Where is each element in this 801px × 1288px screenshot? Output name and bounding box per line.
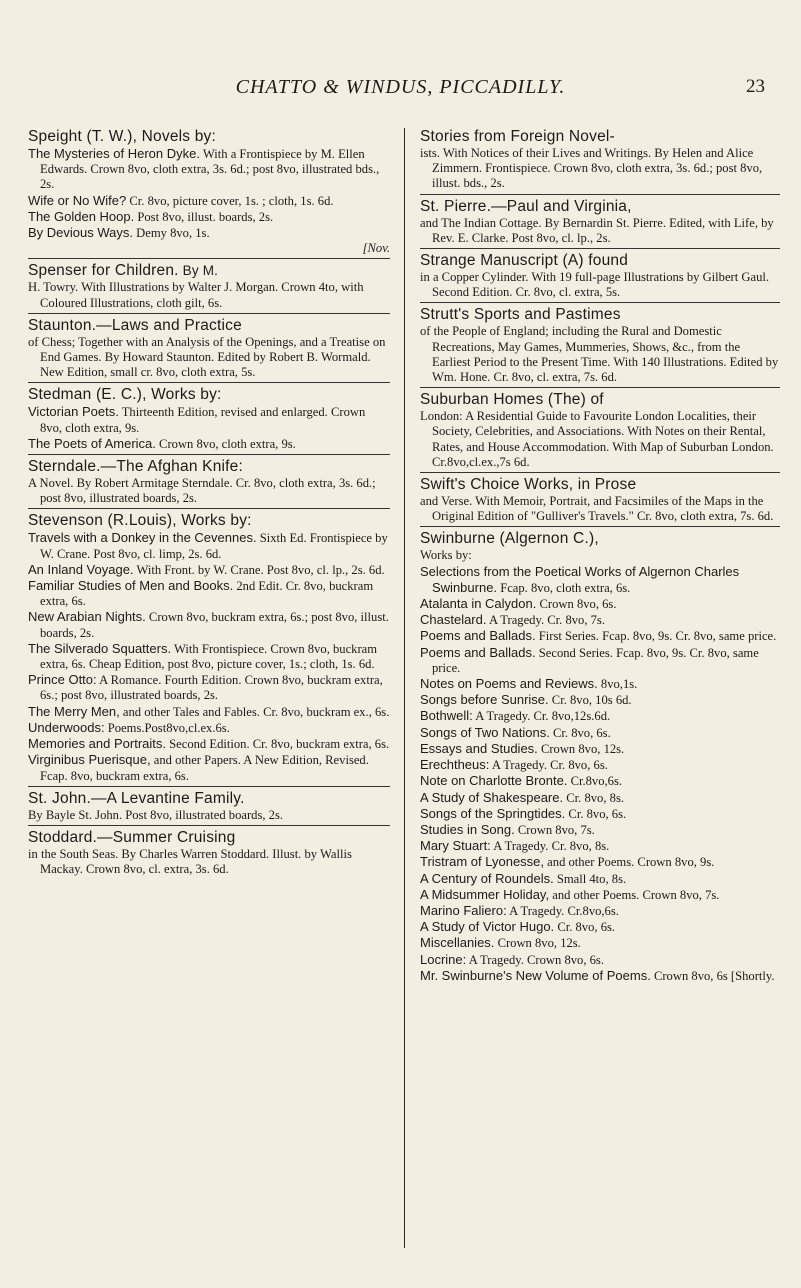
work-title: Mary Stuart: xyxy=(420,838,491,854)
work-details: A Tragedy. Cr.8vo,6s. xyxy=(506,903,619,918)
work-details: A Tragedy. Cr. 8vo, 7s. xyxy=(486,613,605,628)
entry-heading xyxy=(420,476,780,494)
work-details: and other Tales and Fables. Cr. 8vo, buckram ex., 6s. xyxy=(119,704,390,719)
work-item xyxy=(28,530,390,561)
work-details: Cr. 8vo, 10s 6d. xyxy=(548,693,632,708)
catalogue-entry xyxy=(420,252,780,303)
entry-heading xyxy=(28,317,390,335)
work-details: A Tragedy. Cr. 8vo, 8s. xyxy=(490,839,610,854)
catalogue-entry xyxy=(28,262,390,313)
work-title: Erechtheus: xyxy=(420,757,490,773)
catalogue-entry xyxy=(420,306,780,388)
right-column xyxy=(420,128,780,989)
entry-description: H. Towry. With Illustrations by Walter J. Morgan. Crown 4to, with Coloured Illustrations, cloth gilt, 6s. xyxy=(28,280,364,310)
work-item xyxy=(28,720,390,736)
work-item xyxy=(420,806,780,822)
work-title: Note on Charlotte Bronte. xyxy=(420,773,568,789)
work-title: Poems and Ballads. xyxy=(420,628,536,644)
entry-description: London: A Residential Guide to Favourite London Localities, their Society, Celebrities, and Associations. With Notes on their Rental, Rates, and House Accommodation. With Map of Suburban London. Cr.8vo,cl.ex.,7s 6d. xyxy=(420,409,774,469)
work-details: Crown 8vo, cloth extra, 9s. xyxy=(155,436,296,451)
entry-heading-text: Staunton.—Laws and Practice xyxy=(28,316,242,334)
entry-heading xyxy=(28,512,390,530)
work-title: By Devious Ways. xyxy=(28,225,133,241)
work-item xyxy=(28,578,390,609)
work-item xyxy=(420,596,780,612)
catalogue-entry xyxy=(420,128,780,195)
entry-description: ists. With Notices of their Lives and Writings. By Helen and Alice Zimmern. Frontispiece. Crown 8vo, cloth extra, 3s. 6d.; post 8vo, illust. bds., 2s. xyxy=(420,146,763,191)
work-details: Crown 8vo, 7s. xyxy=(514,822,595,837)
work-title: Chastelard. xyxy=(420,612,487,628)
work-details: Poems.Post8vo,cl.ex.6s. xyxy=(104,720,230,735)
work-title: Underwoods: xyxy=(28,719,105,735)
work-details: Crown 8vo, 12s. xyxy=(537,741,625,756)
entry-heading-text: Strutt's Sports and Pastimes xyxy=(420,306,621,324)
page-header xyxy=(0,76,801,116)
entry-description: in the South Seas. By Charles Warren Stoddard. Illust. by Wallis Mackay. Crown 8vo, cl. extra, 3s. 6d. xyxy=(28,846,352,877)
entry-heading xyxy=(420,198,780,216)
work-details: Crown 8vo, buckram extra, 6s.; post 8vo, illust. boards, 2s. xyxy=(40,610,389,640)
work-details: Demy 8vo, 1s. xyxy=(133,226,210,241)
work-details: Cr. 8vo, 6s. xyxy=(549,725,611,740)
entry-heading-text: Spenser for Children. xyxy=(28,262,179,280)
work-item xyxy=(28,404,390,435)
work-details: A Tragedy. Cr. 8vo,12s.6d. xyxy=(472,709,611,724)
work-item xyxy=(28,609,390,640)
entry-heading-text: Swinburne (Algernon C.), xyxy=(420,530,599,548)
work-title: Tristram of Lyonesse, xyxy=(420,854,545,870)
work-item xyxy=(420,773,780,789)
work-title: Miscellanies. xyxy=(420,935,495,951)
entry-heading xyxy=(420,530,780,548)
work-item xyxy=(420,628,780,644)
entry-description: Works by: xyxy=(420,548,472,563)
running-title: CHATTO & WINDUS, PICCADILLY. xyxy=(235,76,566,98)
work-details: Cr. 8vo, 6s. xyxy=(565,806,627,821)
work-title: Bothwell: xyxy=(420,708,473,724)
catalogue-entry xyxy=(28,317,390,384)
work-title: Songs of the Springtides. xyxy=(420,805,566,821)
catalogue-entry xyxy=(28,829,390,879)
work-item xyxy=(420,708,780,724)
entry-heading xyxy=(420,128,780,146)
work-item xyxy=(420,903,780,919)
work-item xyxy=(420,935,780,951)
work-item xyxy=(28,704,390,720)
work-item xyxy=(420,612,780,628)
work-title: Locrine: xyxy=(420,951,467,967)
work-item xyxy=(420,645,780,676)
work-title: Notes on Poems and Reviews. xyxy=(420,676,598,692)
column-divider xyxy=(404,128,405,1248)
work-item xyxy=(28,225,390,241)
work-details: Fcap. 8vo, cloth extra, 6s. xyxy=(497,580,631,595)
work-title: Victorian Poets. xyxy=(28,404,119,420)
entry-heading xyxy=(28,458,390,476)
work-title: The Merry Men, xyxy=(28,703,120,719)
work-title: An Inland Voyage. xyxy=(28,561,134,577)
entry-heading xyxy=(28,128,390,146)
work-item xyxy=(420,676,780,692)
entry-heading xyxy=(420,391,780,409)
work-item xyxy=(28,752,390,783)
entry-heading xyxy=(420,252,780,270)
work-item xyxy=(420,854,780,870)
work-details: Crown 8vo, 12s. xyxy=(494,936,581,951)
work-details: Cr. 8vo, 8s. xyxy=(563,790,624,805)
work-details: Cr.8vo,6s. xyxy=(567,774,623,789)
work-title: Wife or No Wife? xyxy=(28,192,127,208)
work-title: Virginibus Puerisque, xyxy=(28,752,151,768)
work-details: A Tragedy. Crown 8vo, 6s. xyxy=(466,952,604,967)
work-item xyxy=(28,672,390,703)
work-details: Crown 8vo, 6s [Shortly. xyxy=(650,968,775,983)
work-details: Sixth Ed. Frontispiece by W. Crane. Post 8vo, cl. limp, 2s. 6d. xyxy=(40,531,388,561)
work-details: With Frontispiece. Crown 8vo, buckram extra, 6s. Cheap Edition, post 8vo, picture cover, 1s.; cloth, 1s. 6d. xyxy=(40,641,378,672)
work-item xyxy=(420,887,780,903)
catalogue-entry xyxy=(420,391,780,473)
work-item xyxy=(420,725,780,741)
entry-description: of the People of England; including the Rural and Domestic Recreations, May Games, Mummeries, Shows, &c., from the Earliest Period to the Present Time. With 140 Illustrations. Edited by Wm. Hone. Cr. 8vo, cl. extra, 7s. 6d. xyxy=(420,324,779,385)
entry-description: and The Indian Cottage. By Bernardin St. Pierre. Edited, with Life, by Rev. E. Clarke. Post 8vo, cl. lp., 2s. xyxy=(420,215,774,245)
work-item xyxy=(28,146,390,193)
work-title: Poems and Ballads. xyxy=(420,644,536,660)
page-number: 23 xyxy=(746,76,765,97)
work-item xyxy=(28,436,390,452)
work-title: A Study of Shakespeare. xyxy=(420,789,564,805)
work-item xyxy=(28,641,390,672)
work-details: A Tragedy. Cr. 8vo, 6s. xyxy=(489,758,608,773)
work-title: A Century of Roundels. xyxy=(420,870,554,886)
entry-heading-text: Speight (T. W.), Novels by: xyxy=(28,128,217,145)
entry-description: in a Copper Cylinder. With 19 full-page Illustrations by Gilbert Gaul. Second Edition. Cr. 8vo, cl. extra, 5s. xyxy=(420,270,770,300)
work-details: With a Frontispiece by M. Ellen Edwards. Crown 8vo, cloth extra, 3s. 6d.; post 8vo, illustrated bds., 2s. xyxy=(40,147,380,192)
entry-description: of Chess; Together with an Analysis of the Openings, and a Treatise on End Games. By Howard Staunton. Edited by Robert B. Wormald. New Edition, small cr. 8vo, cloth extra, 5s. xyxy=(28,334,386,380)
catalogue-entry xyxy=(420,530,780,985)
work-title: Prince Otto: xyxy=(28,672,97,688)
work-details: and other Poems. Crown 8vo, 7s. xyxy=(549,887,720,902)
entry-heading-text: Stedman (E. C.), Works by: xyxy=(28,386,222,404)
work-title: The Mysteries of Heron Dyke. xyxy=(28,146,200,161)
work-item xyxy=(420,790,780,806)
work-title: The Golden Hoop. xyxy=(28,208,135,224)
work-item xyxy=(28,736,390,752)
work-details: Thirteenth Edition, revised and enlarged. Crown 8vo, cloth extra, 9s. xyxy=(40,405,366,435)
work-title: Familiar Studies of Men and Books. xyxy=(28,578,234,594)
work-item xyxy=(420,692,780,708)
left-column xyxy=(28,128,390,882)
entry-heading-text: Stevenson (R.Louis), Works by: xyxy=(28,512,252,530)
catalogue-entry xyxy=(28,386,390,455)
catalogue-entry xyxy=(28,458,390,509)
entry-heading-rest: By M. xyxy=(178,263,219,279)
work-title: Atalanta in Calydon. xyxy=(420,596,537,612)
entry-description: By Bayle St. John. Post 8vo, illustrated boards, 2s. xyxy=(28,807,284,822)
work-title: A Study of Victor Hugo. xyxy=(420,919,555,935)
entry-heading-text: Suburban Homes (The) of xyxy=(420,391,604,409)
work-item xyxy=(420,919,780,935)
entry-description: and Verse. With Memoir, Portrait, and Facsimiles of the Maps in the Original Edition of "Gulliver's Travels." Cr. 8vo, cloth extra, 7s. 6d. xyxy=(420,494,774,524)
work-details: 8vo,1s. xyxy=(597,677,638,692)
work-item xyxy=(28,193,390,209)
work-item xyxy=(420,871,780,887)
work-title: Songs before Sunrise. xyxy=(420,692,549,708)
work-title: Travels with a Donkey in the Cevennes. xyxy=(28,530,257,546)
work-details: Post 8vo, illust. boards, 2s. xyxy=(134,209,274,224)
work-item xyxy=(28,562,390,578)
entry-heading-text: St. John.—A Levantine Family. xyxy=(28,789,245,807)
work-title: The Poets of America. xyxy=(28,435,156,451)
work-title: New Arabian Nights. xyxy=(28,609,146,625)
work-item xyxy=(28,209,390,225)
entry-description: A Novel. By Robert Armitage Sterndale. Cr. 8vo, cloth extra, 3s. 6d.; post 8vo, illustrated boards, 2s. xyxy=(28,476,376,506)
work-details: 2nd Edit. Cr. 8vo, buckram extra, 6s. xyxy=(40,579,374,609)
entry-heading xyxy=(420,306,780,324)
work-details: Cr. 8vo, picture cover, 1s. ; cloth, 1s. 6d. xyxy=(126,193,334,208)
entry-heading-text: Stoddard.—Summer Cruising xyxy=(28,828,236,846)
work-title: Mr. Swinburne's New Volume of Poems. xyxy=(420,967,651,983)
work-details: Second Edition. Cr. 8vo, buckram extra, 6s. xyxy=(166,737,390,752)
work-details: and other Papers. A New Edition, Revised. Fcap. 8vo, buckram extra, 6s. xyxy=(40,753,369,783)
work-details: Small 4to, 8s. xyxy=(553,871,627,886)
catalogue-entry xyxy=(28,512,390,786)
work-title: Essays and Studies. xyxy=(420,740,538,756)
work-details: Crown 8vo, 6s. xyxy=(536,597,617,612)
work-title: The Silverado Squatters. xyxy=(28,640,172,656)
work-title: Songs of Two Nations. xyxy=(420,724,550,740)
work-item xyxy=(420,968,780,984)
work-title: Selections from the Poetical Works of Algernon Charles Swinburne. xyxy=(420,563,740,595)
work-details: Second Series. Fcap. 8vo, 9s. Cr. 8vo, same price. xyxy=(432,645,759,675)
work-title: Marino Faliero: xyxy=(420,902,507,918)
work-title: Studies in Song. xyxy=(420,821,515,837)
entry-heading xyxy=(28,386,390,404)
entry-heading-text: St. Pierre.—Paul and Virginia, xyxy=(420,197,632,215)
entry-heading-text: Sterndale.—The Afghan Knife: xyxy=(28,458,243,476)
entry-heading-text: Stories from Foreign Novel- xyxy=(420,128,615,145)
work-item xyxy=(420,757,780,773)
work-item xyxy=(420,952,780,968)
catalogue-entry xyxy=(420,476,780,527)
work-item xyxy=(420,564,780,596)
work-details: First Series. Fcap. 8vo, 9s. Cr. 8vo, same price. xyxy=(535,629,777,644)
work-item xyxy=(420,822,780,838)
entry-heading xyxy=(28,790,390,808)
work-item xyxy=(420,741,780,757)
entry-heading-text: Strange Manuscript (A) found xyxy=(420,252,629,270)
catalogue-entry xyxy=(28,128,390,259)
entry-heading xyxy=(28,262,390,280)
entry-heading-text: Swift's Choice Works, in Prose xyxy=(420,476,637,494)
work-title: A Midsummer Holiday, xyxy=(420,886,550,902)
catalogue-entry xyxy=(420,198,780,249)
catalogue-entry xyxy=(28,790,390,826)
work-details: and other Poems. Crown 8vo, 9s. xyxy=(544,855,715,870)
entry-note: [Nov. xyxy=(362,241,390,256)
work-details: A Romance. Fourth Edition. Crown 8vo, buckram extra, 6s.; post 8vo, illustrated boards, 2s. xyxy=(40,673,383,703)
entry-heading xyxy=(28,829,390,847)
work-title: Memories and Portraits. xyxy=(28,736,166,752)
work-details: With Front. by W. Crane. Post 8vo, cl. lp., 2s. 6d. xyxy=(133,562,385,577)
work-item xyxy=(420,838,780,854)
work-details: Cr. 8vo, 6s. xyxy=(554,920,616,935)
